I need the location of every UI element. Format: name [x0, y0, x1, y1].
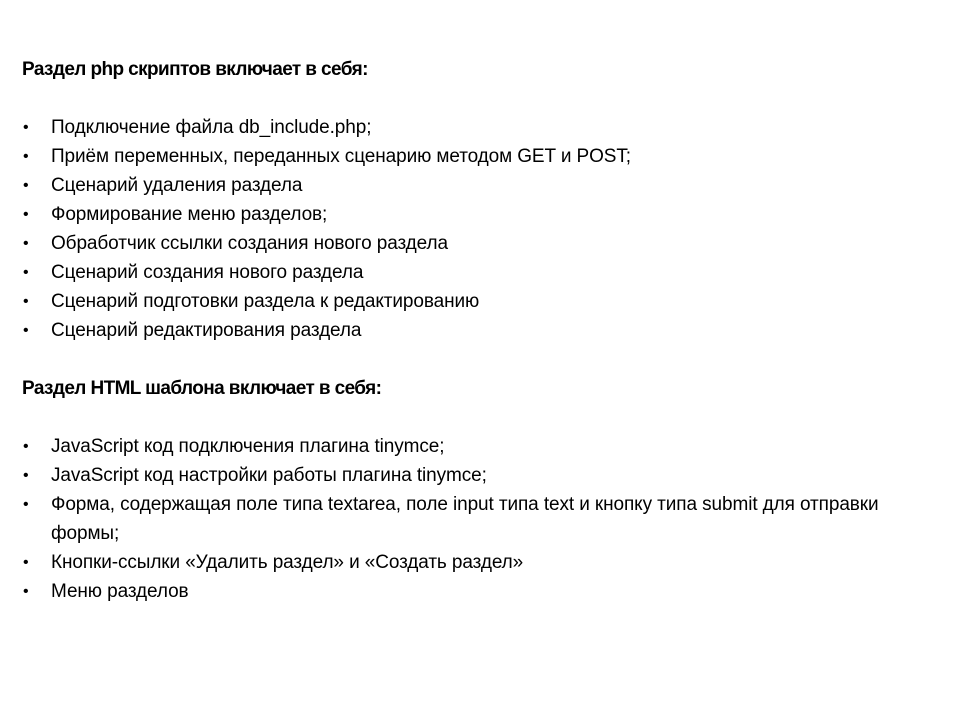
html-section-heading: Раздел HTML шаблона включает в себя:: [22, 378, 382, 399]
list-item: [22, 200, 940, 229]
bullet-icon: •: [23, 148, 29, 165]
bullet-icon: •: [23, 177, 29, 194]
html-section-list: [22, 432, 940, 606]
bullet-icon: •: [23, 206, 29, 223]
list-item: [22, 548, 940, 577]
list-item: [22, 287, 940, 316]
bullet-icon: •: [23, 467, 29, 484]
list-item: [22, 113, 940, 142]
list-item-text: Сценарий удаления раздела: [51, 175, 303, 196]
php-section-list: [22, 113, 940, 345]
list-item-text: Меню разделов: [51, 581, 189, 602]
list-item-text: Обработчик ссылки создания нового раздела: [51, 233, 448, 254]
list-item: [22, 316, 940, 345]
list-item: [22, 490, 940, 548]
list-item-text: Приём переменных, переданных сценарию методом GET и POST;: [51, 146, 631, 167]
list-item-text: Кнопки-ссылки «Удалить раздел» и «Создать раздел»: [51, 552, 524, 573]
bullet-icon: •: [23, 583, 29, 600]
list-item: [22, 258, 940, 287]
bullet-icon: •: [23, 293, 29, 310]
spacer: [22, 345, 940, 374]
php-section-heading: Раздел php скриптов включает в себя:: [22, 59, 368, 80]
list-item: [22, 432, 940, 461]
bullet-icon: •: [23, 554, 29, 571]
bullet-icon: •: [23, 496, 29, 513]
spacer: [22, 403, 940, 432]
list-item-text: Формирование меню разделов;: [51, 204, 328, 225]
list-item-text: Сценарий создания нового раздела: [51, 262, 364, 283]
list-item-text: Сценарий подготовки раздела к редактированию: [51, 291, 480, 312]
list-item-text: JavaScript код подключения плагина tinymce;: [51, 436, 445, 457]
bullet-icon: •: [23, 264, 29, 281]
list-item-text: JavaScript код настройки работы плагина tinymce;: [51, 465, 487, 486]
bullet-icon: •: [23, 322, 29, 339]
list-item: [22, 229, 940, 258]
spacer: [22, 84, 940, 113]
list-item-text: Сценарий редактирования раздела: [51, 320, 362, 341]
bullet-icon: •: [23, 438, 29, 455]
bullet-icon: •: [23, 235, 29, 252]
list-item-text: Форма, содержащая поле типа textarea, поле input типа text и кнопку типа submit для отправки формы;: [51, 494, 879, 544]
list-item: [22, 142, 940, 171]
bullet-icon: •: [23, 119, 29, 136]
list-item: [22, 577, 940, 606]
list-item-text: Подключение файла db_include.php;: [51, 117, 372, 138]
list-item: [22, 461, 940, 490]
list-item: [22, 171, 940, 200]
